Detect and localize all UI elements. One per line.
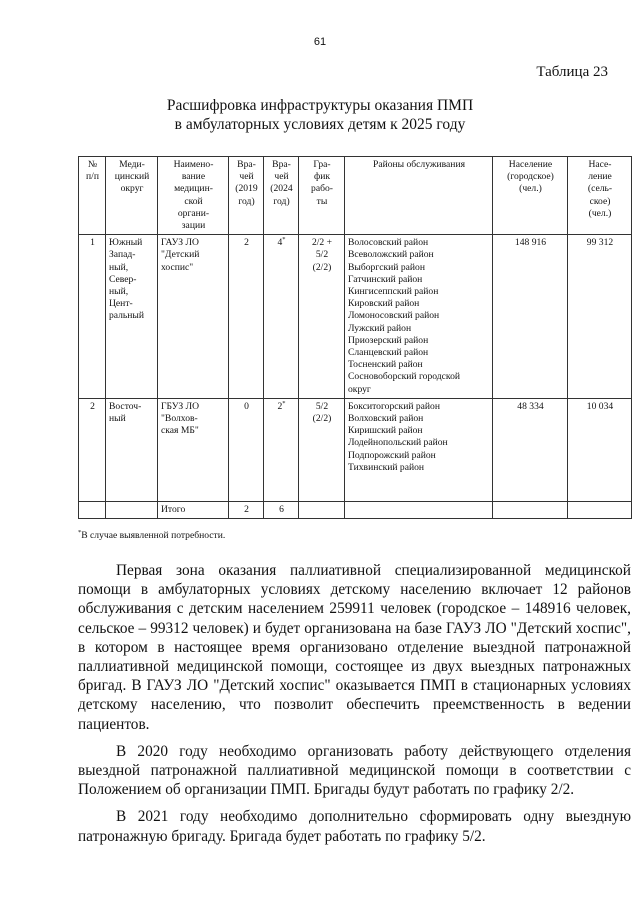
cell-rural-population: 99 312 [568, 235, 632, 399]
table-row [79, 235, 632, 399]
paragraph: Первая зона оказания паллиативной специализированной медицинской помощи в амбулаторных условиях детскому населению включает 12 районов обслуживания с детским населением 259911 человек (городское – 148916 человек, сельское – 99312 человек) и будет организована на базе ГАУЗ ЛО "Детский хоспис", в котором в настоящее время организовано отделение выездной патронажной паллиативной медицинской помощи, состоящее из двух выездных патронажных бригад. В ГАУЗ ЛО "Детский хоспис" оказывается ПМП в стационарных условиях детскому населению, что позволит обеспечить преемственность в ведении пациентов. [78, 562, 631, 733]
header-cell-doctors-2024: Вра- чей (2024 год) [264, 157, 299, 235]
total-row [79, 501, 632, 518]
cell-schedule: 2/2 + 5/2 (2/2) [299, 235, 345, 399]
cell-urban-population: 48 334 [493, 398, 568, 501]
header-cell-okrug: Меди- цинский округ [106, 157, 158, 235]
cell-empty [106, 501, 158, 518]
cell-organization: ГБУЗ ЛО "Волхов- ская МБ" [158, 398, 229, 501]
table-label: Таблица 23 [536, 64, 608, 80]
header-cell-districts: Районы обслуживания [345, 157, 493, 235]
cell-empty [299, 501, 345, 518]
cell-schedule: 5/2 (2/2) [299, 398, 345, 501]
cell-total-label: Итого [158, 501, 229, 518]
cell-total-doctors-2024: 6 [264, 501, 299, 518]
cell-num: 2 [79, 398, 106, 501]
cell-districts: Волосовский район Всеволожский район Выборгский район Гатчинский район Кингисеппский район Кировский район Ломоносовский район Лужский район Приозерский район Сланцевский район Тосненский район Сосновоборский городской округ [345, 235, 493, 399]
header-cell-rural-population: Насе- ление (сель- ское) (чел.) [568, 157, 632, 235]
footnote-mark: * [282, 236, 286, 244]
cell-doctors-2019: 2 [229, 235, 264, 399]
cell-doctors-2019: 0 [229, 398, 264, 501]
header-row [79, 157, 632, 235]
cell-urban-population: 148 916 [493, 235, 568, 399]
page-number: 61 [313, 36, 327, 48]
paragraph: В 2021 году необходимо дополнительно сформировать одну выездную патронажную бригаду. Бригада будет работать по графику 5/2. [78, 808, 631, 845]
title-line: в амбулаторных условиях детям к 2025 году [174, 116, 466, 133]
infrastructure-table [78, 156, 632, 519]
header-cell-schedule: Гра- фик рабо- ты [299, 157, 345, 235]
paragraph: В 2020 году необходимо организовать работу действующего отделения выездной патронажной паллиативной медицинской помощи в соответствии с Положением об организации ПМП. Бригады будут работать по графику 2/2. [78, 742, 631, 799]
document-title [0, 96, 640, 134]
cell-empty [79, 501, 106, 518]
cell-empty [345, 501, 493, 518]
footnote-mark: * [78, 528, 82, 536]
cell-empty [493, 501, 568, 518]
cell-empty [568, 501, 632, 518]
footnote-text: В случае выявленной потребности. [81, 530, 226, 541]
cell-okrug: Восточ- ный [106, 398, 158, 501]
cell-num: 1 [79, 235, 106, 399]
header-cell-doctors-2019: Вра- чей (2019 год) [229, 157, 264, 235]
header-cell-num: № п/п [79, 157, 106, 235]
cell-total-doctors-2019: 2 [229, 501, 264, 518]
cell-districts: Бокситогорский район Волховский район Киришский район Лодейнопольский район Подпорожский район Тихвинский район [345, 398, 493, 501]
body-text [78, 561, 631, 854]
cell-doctors-2024: 4* [264, 235, 299, 399]
footnote-mark: * [282, 399, 286, 407]
table-row [79, 398, 632, 501]
header-cell-organization: Наимено- вание медицин- ской органи- зации [158, 157, 229, 235]
header-cell-urban-population: Население (городское) (чел.) [493, 157, 568, 235]
cell-okrug: Южный Запад- ный, Север- ный, Цент- ральный [106, 235, 158, 399]
footnote [78, 530, 225, 542]
cell-doctors-2024: 2* [264, 398, 299, 501]
cell-organization: ГАУЗ ЛО "Детский хоспис" [158, 235, 229, 399]
cell-rural-population: 10 034 [568, 398, 632, 501]
title-line: Расшифровка инфраструктуры оказания ПМП [166, 97, 474, 114]
